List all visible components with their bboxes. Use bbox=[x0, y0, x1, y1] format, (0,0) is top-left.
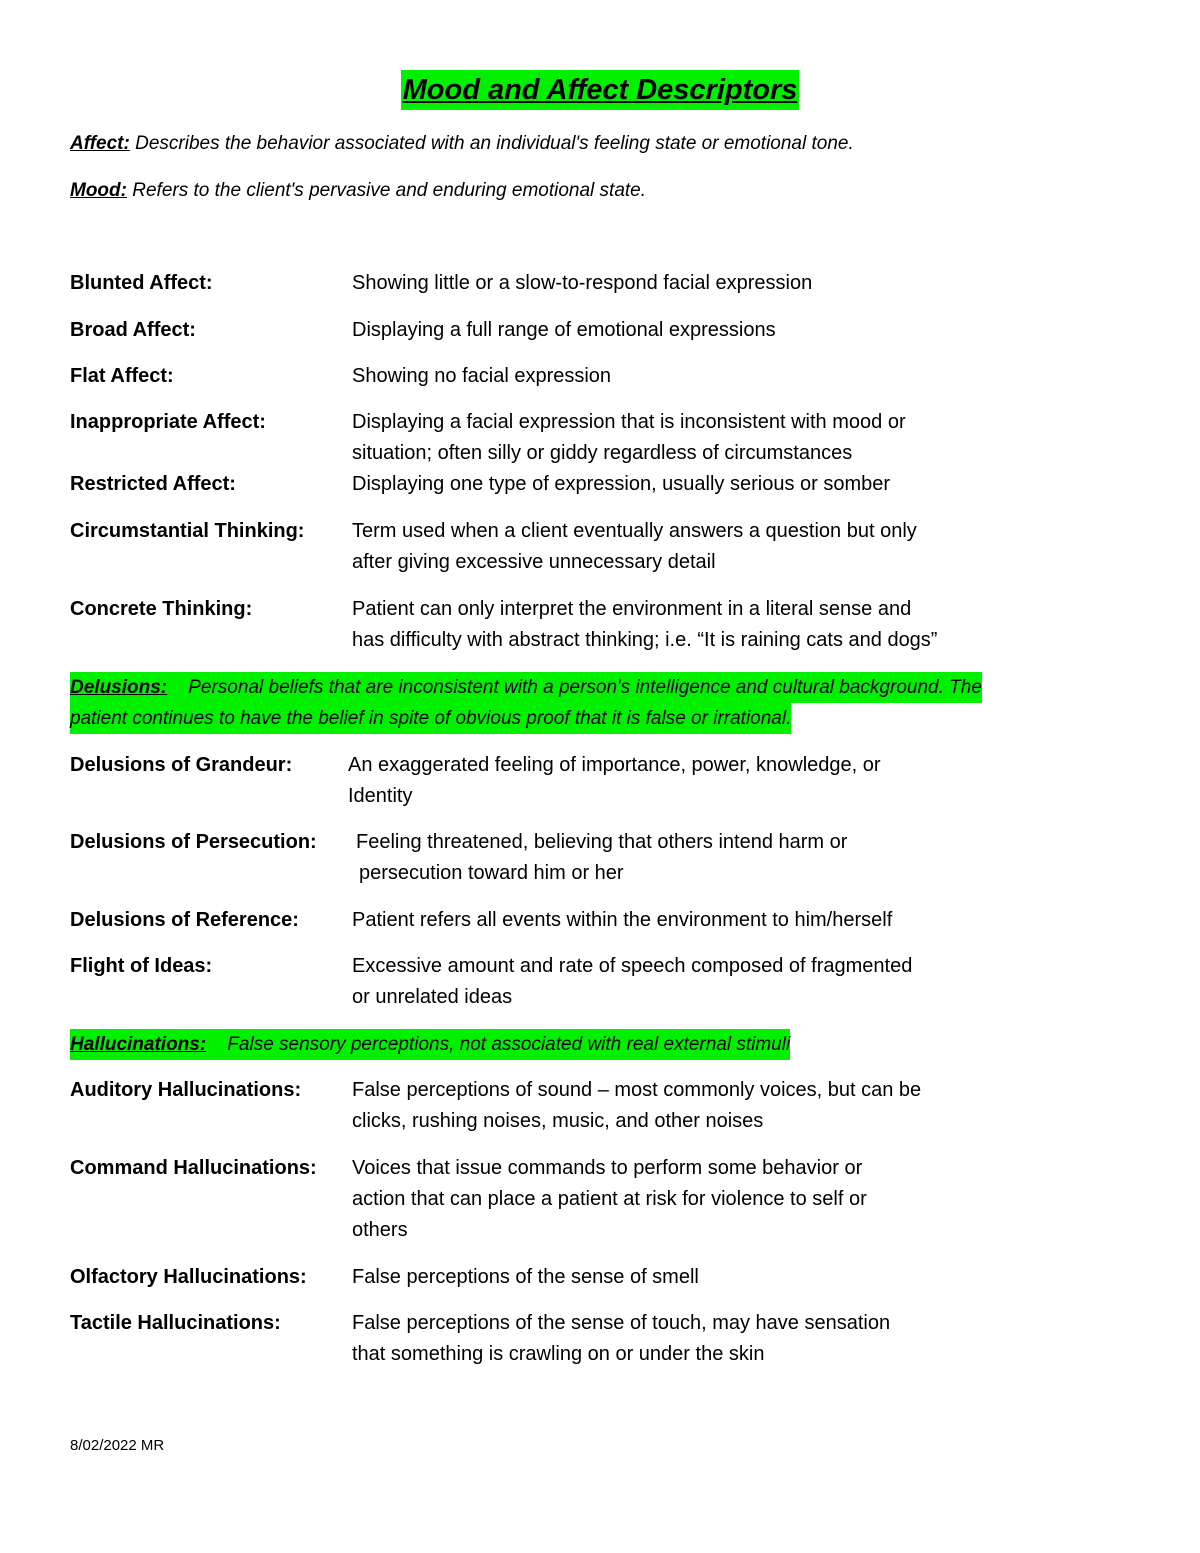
desc-line: Patient refers all events within the environment to him/herself bbox=[352, 909, 893, 931]
term-description bbox=[352, 594, 992, 656]
term-label: Concrete Thinking: bbox=[70, 598, 253, 620]
term-label: Flat Affect: bbox=[70, 365, 174, 387]
desc-line: Term used when a client eventually answers a question but only bbox=[352, 520, 917, 542]
term-label: Broad Affect: bbox=[70, 319, 196, 341]
term-description bbox=[352, 469, 992, 500]
term-label: Tactile Hallucinations: bbox=[70, 1312, 281, 1334]
desc-line: Displaying one type of expression, usually serious or somber bbox=[352, 473, 891, 495]
delusions-definition-part-1: Personal beliefs that are inconsistent with a person's intelligence and cultural background. The bbox=[167, 677, 982, 698]
term-description bbox=[352, 1308, 992, 1370]
desc-line: False perceptions of the sense of smell bbox=[352, 1266, 699, 1288]
desc-line: Showing no facial expression bbox=[352, 365, 612, 387]
term-label: Command Hallucinations: bbox=[70, 1157, 317, 1179]
term-label: Inappropriate Affect: bbox=[70, 411, 266, 433]
term-description bbox=[352, 315, 992, 346]
delusions-header bbox=[70, 672, 982, 734]
desc-line: action that can place a patient at risk for violence to self or bbox=[352, 1188, 867, 1210]
term-label: Delusions of Persecution: bbox=[70, 831, 317, 853]
delusions-header-line-2: patient continues to have the belief in spite of obvious proof that it is false or irrational. bbox=[70, 703, 791, 734]
term-label: Flight of Ideas: bbox=[70, 955, 213, 977]
desc-line: Patient can only interpret the environment in a literal sense and bbox=[352, 598, 912, 620]
term-description bbox=[352, 516, 992, 578]
desc-line: others bbox=[352, 1219, 408, 1241]
term-description bbox=[352, 407, 992, 469]
term-description bbox=[352, 268, 992, 299]
mood-text: Refers to the client's pervasive and enduring emotional state. bbox=[126, 180, 647, 201]
hallucinations-label: Hallucinations: bbox=[70, 1034, 207, 1055]
page-title: Mood and Affect Descriptors bbox=[401, 70, 800, 110]
desc-line: Displaying a facial expression that is inconsistent with mood or bbox=[352, 411, 906, 433]
term-label: Blunted Affect: bbox=[70, 272, 213, 294]
term-label: Delusions of Reference: bbox=[70, 909, 299, 931]
desc-line: or unrelated ideas bbox=[352, 986, 513, 1008]
desc-line: False perceptions of the sense of touch, may have sensation bbox=[352, 1312, 891, 1334]
desc-line: situation; often silly or giddy regardless of circumstances bbox=[352, 442, 853, 464]
desc-line: An exaggerated feeling of importance, power, knowledge, or bbox=[348, 754, 881, 776]
term-description bbox=[352, 905, 992, 936]
desc-line: clicks, rushing noises, music, and other noises bbox=[352, 1110, 764, 1132]
desc-line: that something is crawling on or under the skin bbox=[352, 1343, 765, 1365]
term-description bbox=[352, 951, 992, 1013]
hallucinations-definition: False sensory perceptions, not associated with real external stimuli bbox=[206, 1034, 791, 1055]
desc-line: Showing little or a slow-to-respond facial expression bbox=[352, 272, 813, 294]
hallucinations-header-line bbox=[70, 1029, 790, 1060]
desc-line: has difficulty with abstract thinking; i.e. “It is raining cats and dogs” bbox=[352, 629, 938, 651]
affect-text: Describes the behavior associated with an individual's feeling state or emotional tone. bbox=[129, 133, 854, 154]
desc-line: Identity bbox=[348, 785, 413, 807]
term-description bbox=[352, 1153, 992, 1246]
delusions-header-line-1 bbox=[70, 672, 982, 703]
term-label: Olfactory Hallucinations: bbox=[70, 1266, 307, 1288]
term-description bbox=[352, 361, 992, 392]
term-label: Circumstantial Thinking: bbox=[70, 520, 305, 542]
term-label: Auditory Hallucinations: bbox=[70, 1079, 302, 1101]
affect-label: Affect: bbox=[70, 133, 130, 154]
title-wrap bbox=[0, 70, 1200, 110]
desc-line: Displaying a full range of emotional expressions bbox=[352, 319, 776, 341]
term-description bbox=[352, 1262, 992, 1293]
footer-date: 8/02/2022 MR bbox=[70, 1437, 165, 1454]
term-description bbox=[356, 827, 996, 889]
term-label: Delusions of Grandeur: bbox=[70, 754, 293, 776]
mood-definition bbox=[70, 178, 646, 204]
desc-line: False perceptions of sound – most commonly voices, but can be bbox=[352, 1079, 922, 1101]
desc-line: persecution toward him or her bbox=[359, 862, 624, 884]
desc-line: after giving excessive unnecessary detail bbox=[352, 551, 716, 573]
desc-line: Voices that issue commands to perform some behavior or bbox=[352, 1157, 863, 1179]
desc-line: Feeling threatened, believing that others intend harm or bbox=[356, 831, 848, 853]
mood-label: Mood: bbox=[70, 180, 127, 201]
desc-line: Excessive amount and rate of speech composed of fragmented bbox=[352, 955, 913, 977]
hallucinations-header bbox=[70, 1029, 790, 1060]
term-description bbox=[352, 1075, 992, 1137]
term-label: Restricted Affect: bbox=[70, 473, 236, 495]
term-description bbox=[348, 750, 988, 812]
affect-definition bbox=[70, 131, 854, 157]
delusions-label: Delusions: bbox=[70, 677, 168, 698]
